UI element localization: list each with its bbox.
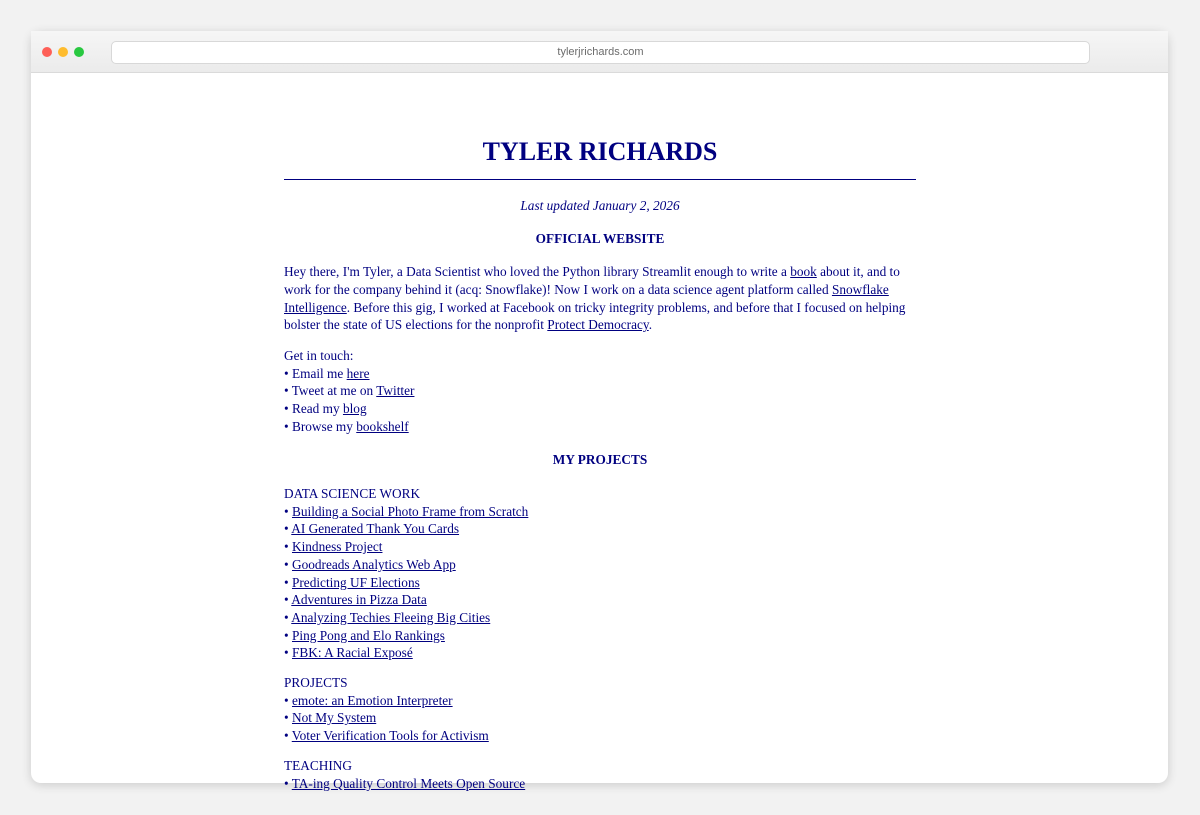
list-item <box>284 627 916 645</box>
list-item <box>284 574 916 592</box>
title-divider <box>284 179 916 180</box>
project-link[interactable]: Not My System <box>291 710 377 726</box>
list-item <box>284 538 916 556</box>
address-bar[interactable]: tylerjrichards.com <box>111 41 1090 64</box>
list-item <box>284 727 916 745</box>
bullet: • <box>284 775 292 791</box>
bullet: • <box>284 710 292 726</box>
list-item <box>284 556 916 574</box>
teaching-section <box>284 757 916 792</box>
bullet: • <box>284 627 292 643</box>
contact-heading: Get in touch: <box>284 348 354 363</box>
project-link[interactable]: Voter Verification Tools for Activism <box>291 728 489 744</box>
contact-item-twitter <box>284 382 916 400</box>
list-item <box>284 709 916 727</box>
project-link[interactable]: Building a Social Photo Frame from Scratch <box>291 503 529 519</box>
intro-text-3: . Before this gig, I worked at Facebook on tricky integrity problems, and before that I focused on helping bolster the state of US elections for the nonprofit <box>284 299 906 333</box>
book-link[interactable]: book <box>790 264 817 279</box>
project-link[interactable]: AI Generated Thank You Cards <box>291 521 460 537</box>
list-item <box>284 692 916 710</box>
minimize-window-icon[interactable] <box>58 47 68 57</box>
bookshelf-link[interactable]: bookshelf <box>356 418 409 434</box>
blog-link[interactable]: blog <box>342 401 367 417</box>
bullet: • <box>284 592 292 608</box>
bullet: • <box>284 609 292 625</box>
projects-heading: PROJECTS <box>284 675 348 690</box>
project-link[interactable]: Predicting UF Elections <box>291 574 420 590</box>
contact-item-email <box>284 365 916 383</box>
list-item <box>284 591 916 609</box>
intro-text-2: about it, and to work for the company behind it (acq: Snowflake)! Now I work on a data science agent platform called <box>284 264 900 297</box>
contact-section <box>284 347 916 436</box>
browser-window <box>31 31 1168 791</box>
protect-democracy-link[interactable]: Protect Democracy <box>547 317 649 333</box>
browser-titlebar <box>31 31 1168 73</box>
bullet: • <box>284 692 292 708</box>
list-item <box>284 644 916 662</box>
contact-item-blog <box>284 400 916 418</box>
list-item <box>284 609 916 627</box>
contact-item-prefix: • Email me <box>284 365 347 381</box>
list-item <box>284 520 916 538</box>
maximize-window-icon[interactable] <box>74 47 84 57</box>
twitter-link[interactable]: Twitter <box>376 383 415 399</box>
bullet: • <box>284 521 292 537</box>
intro-text-4: . <box>648 317 653 333</box>
bullet: • <box>284 645 292 661</box>
project-link[interactable]: Goodreads Analytics Web App <box>291 556 456 572</box>
projects-section <box>284 674 916 745</box>
intro-paragraph <box>284 263 916 334</box>
project-link[interactable]: Ping Pong and Elo Rankings <box>291 627 445 643</box>
project-link[interactable]: Kindness Project <box>291 539 383 555</box>
bullet: • <box>284 556 292 572</box>
teaching-link[interactable]: TA-ing Quality Control Meets Open Source <box>291 775 526 791</box>
bullet: • <box>284 503 292 519</box>
contact-item-bookshelf <box>284 418 916 436</box>
contact-item-prefix: • Browse my <box>284 418 357 434</box>
teaching-heading: TEACHING <box>284 758 352 773</box>
list-item <box>284 775 916 793</box>
list-item <box>284 503 916 521</box>
project-link[interactable]: emote: an Emotion Interpreter <box>291 692 453 708</box>
my-projects-heading: MY PROJECTS <box>552 452 648 467</box>
close-window-icon[interactable] <box>42 47 52 57</box>
project-link[interactable]: Adventures in Pizza Data <box>291 592 427 608</box>
bullet: • <box>284 728 292 744</box>
contact-item-prefix: • Read my <box>284 401 343 417</box>
last-updated-text: Last updated January 2, 2026 <box>520 198 680 213</box>
bullet: • <box>284 539 292 555</box>
snowflake-intelligence-link[interactable]: Snowflake Intelligence <box>284 281 889 315</box>
data-science-heading: DATA SCIENCE WORK <box>284 486 421 501</box>
bullet: • <box>284 574 292 590</box>
intro-text-1: Hey there, I'm Tyler, a Data Scientist who loved the Python library Streamlit enough to write a <box>284 264 791 279</box>
official-website-heading: OFFICIAL WEBSITE <box>535 231 665 246</box>
page-title: TYLER RICHARDS <box>482 137 718 166</box>
email-link[interactable]: here <box>346 365 370 381</box>
project-link[interactable]: Analyzing Techies Fleeing Big Cities <box>291 609 491 625</box>
contact-item-prefix: • Tweet at me on <box>284 383 377 399</box>
project-link[interactable]: FBK: A Racial Exposé <box>291 645 413 661</box>
data-science-section <box>284 485 916 662</box>
